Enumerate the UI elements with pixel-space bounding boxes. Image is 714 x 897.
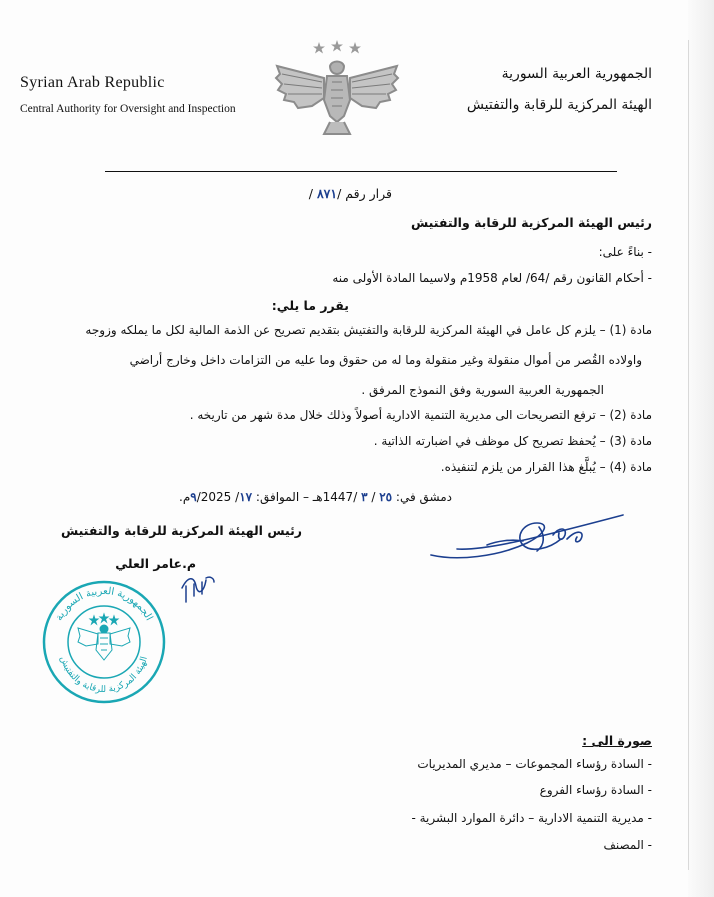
article-4: مادة (4) – يُبلَّغ هذا القرار من يلزم لتنفيذه. [440, 460, 652, 474]
header-en-country: Syrian Arab Republic [20, 74, 165, 91]
page-edge-shadow [688, 0, 714, 897]
header-ar-country: الجمهورية العربية السورية [501, 66, 652, 82]
official-stamp [40, 578, 168, 706]
header-en-authority: Central Authority for Oversight and Inspection [20, 103, 236, 115]
decision-number-value: ٨٧١ [316, 186, 338, 201]
article-1-line-1: مادة (1) – يلزم كل عامل في الهيئة المركزية للرقابة والتفتيش بتقديم تصريح عن الذمة المالية لكل ما يملكه وزوجه [85, 323, 652, 337]
date-line: دمشق في: ٢٥ / ٣ /1447هـ – الموافق: ١٧/ ٩/2025م. [179, 490, 452, 504]
article-1-line-2: واولاده القُصر من أموال منقولة وغير منقولة وما له من حقوق وما عليه من التزامات داخل وخارج أراضي [129, 353, 642, 367]
stamp-upper-text: الجمهورية العربية السورية [53, 585, 155, 623]
stamp-eagle-icon [78, 614, 130, 660]
article-1-line-3: الجمهورية العربية السورية وفق النموذج المرفق . [361, 383, 604, 397]
eagle-emblem-icon [272, 38, 402, 138]
page-edge-line [688, 40, 689, 870]
article-2: مادة (2) – ترفع التصريحات الى مديرية التنمية الادارية أصولاً وذلك خلال مدة شهر من تاريخه . [189, 408, 652, 422]
greg-month: ٩ [190, 490, 197, 504]
cc-item: - المصنف [603, 838, 652, 852]
header-ar-authority: الهيئة المركزية للرقابة والتفتيش [466, 97, 652, 113]
body-title: رئيس الهيئة المركزية للرقابة والتفتيش [411, 215, 652, 230]
cc-item: - السادة رؤساء المجموعات – مديري المديريات [417, 757, 652, 771]
header-divider [105, 171, 617, 172]
signatory-name: م.عامر العلي [115, 556, 196, 571]
stamp-lower-text: الهيئة المركزية للرقابة والتفتيش [57, 655, 150, 696]
hijri-day: ٢٥ [379, 490, 393, 504]
handwritten-signature [427, 505, 627, 565]
decision-label: قرار رقم / [337, 186, 392, 201]
handwritten-initials [178, 566, 218, 606]
article-3: مادة (3) – يُحفظ تصريح كل موظف في اضبارته الذاتية . [373, 434, 652, 448]
greg-day: ١٧ [239, 490, 253, 504]
svg-text:الهيئة المركزية للرقابة والتفت [58, 655, 150, 695]
cc-item: - مديرية التنمية الادارية – دائرة الموارد البشرية - [411, 811, 652, 825]
cc-title: صورة الى : [582, 733, 652, 748]
hijri-month: ٣ [361, 490, 368, 504]
bullet-law-reference: - أحكام القانون رقم /64/ لعام 1958م ولاسيما المادة الأولى منه [332, 271, 652, 285]
decision-suffix: / [308, 186, 313, 201]
greg-suffix: /2025م. [179, 490, 232, 504]
date-prefix: دمشق في: [395, 490, 452, 504]
hijri-suffix: /1447هـ – الموافق: [255, 490, 358, 504]
decision-number [309, 186, 392, 201]
cc-item: - السادة رؤساء الفروع [539, 783, 652, 797]
bullet-based-on: - بناءً على: [598, 245, 652, 259]
signatory-title: رئيس الهيئة المركزية للرقابة والتفتيش [61, 523, 302, 538]
decides-heading: يقرر ما يلي: [271, 298, 349, 313]
